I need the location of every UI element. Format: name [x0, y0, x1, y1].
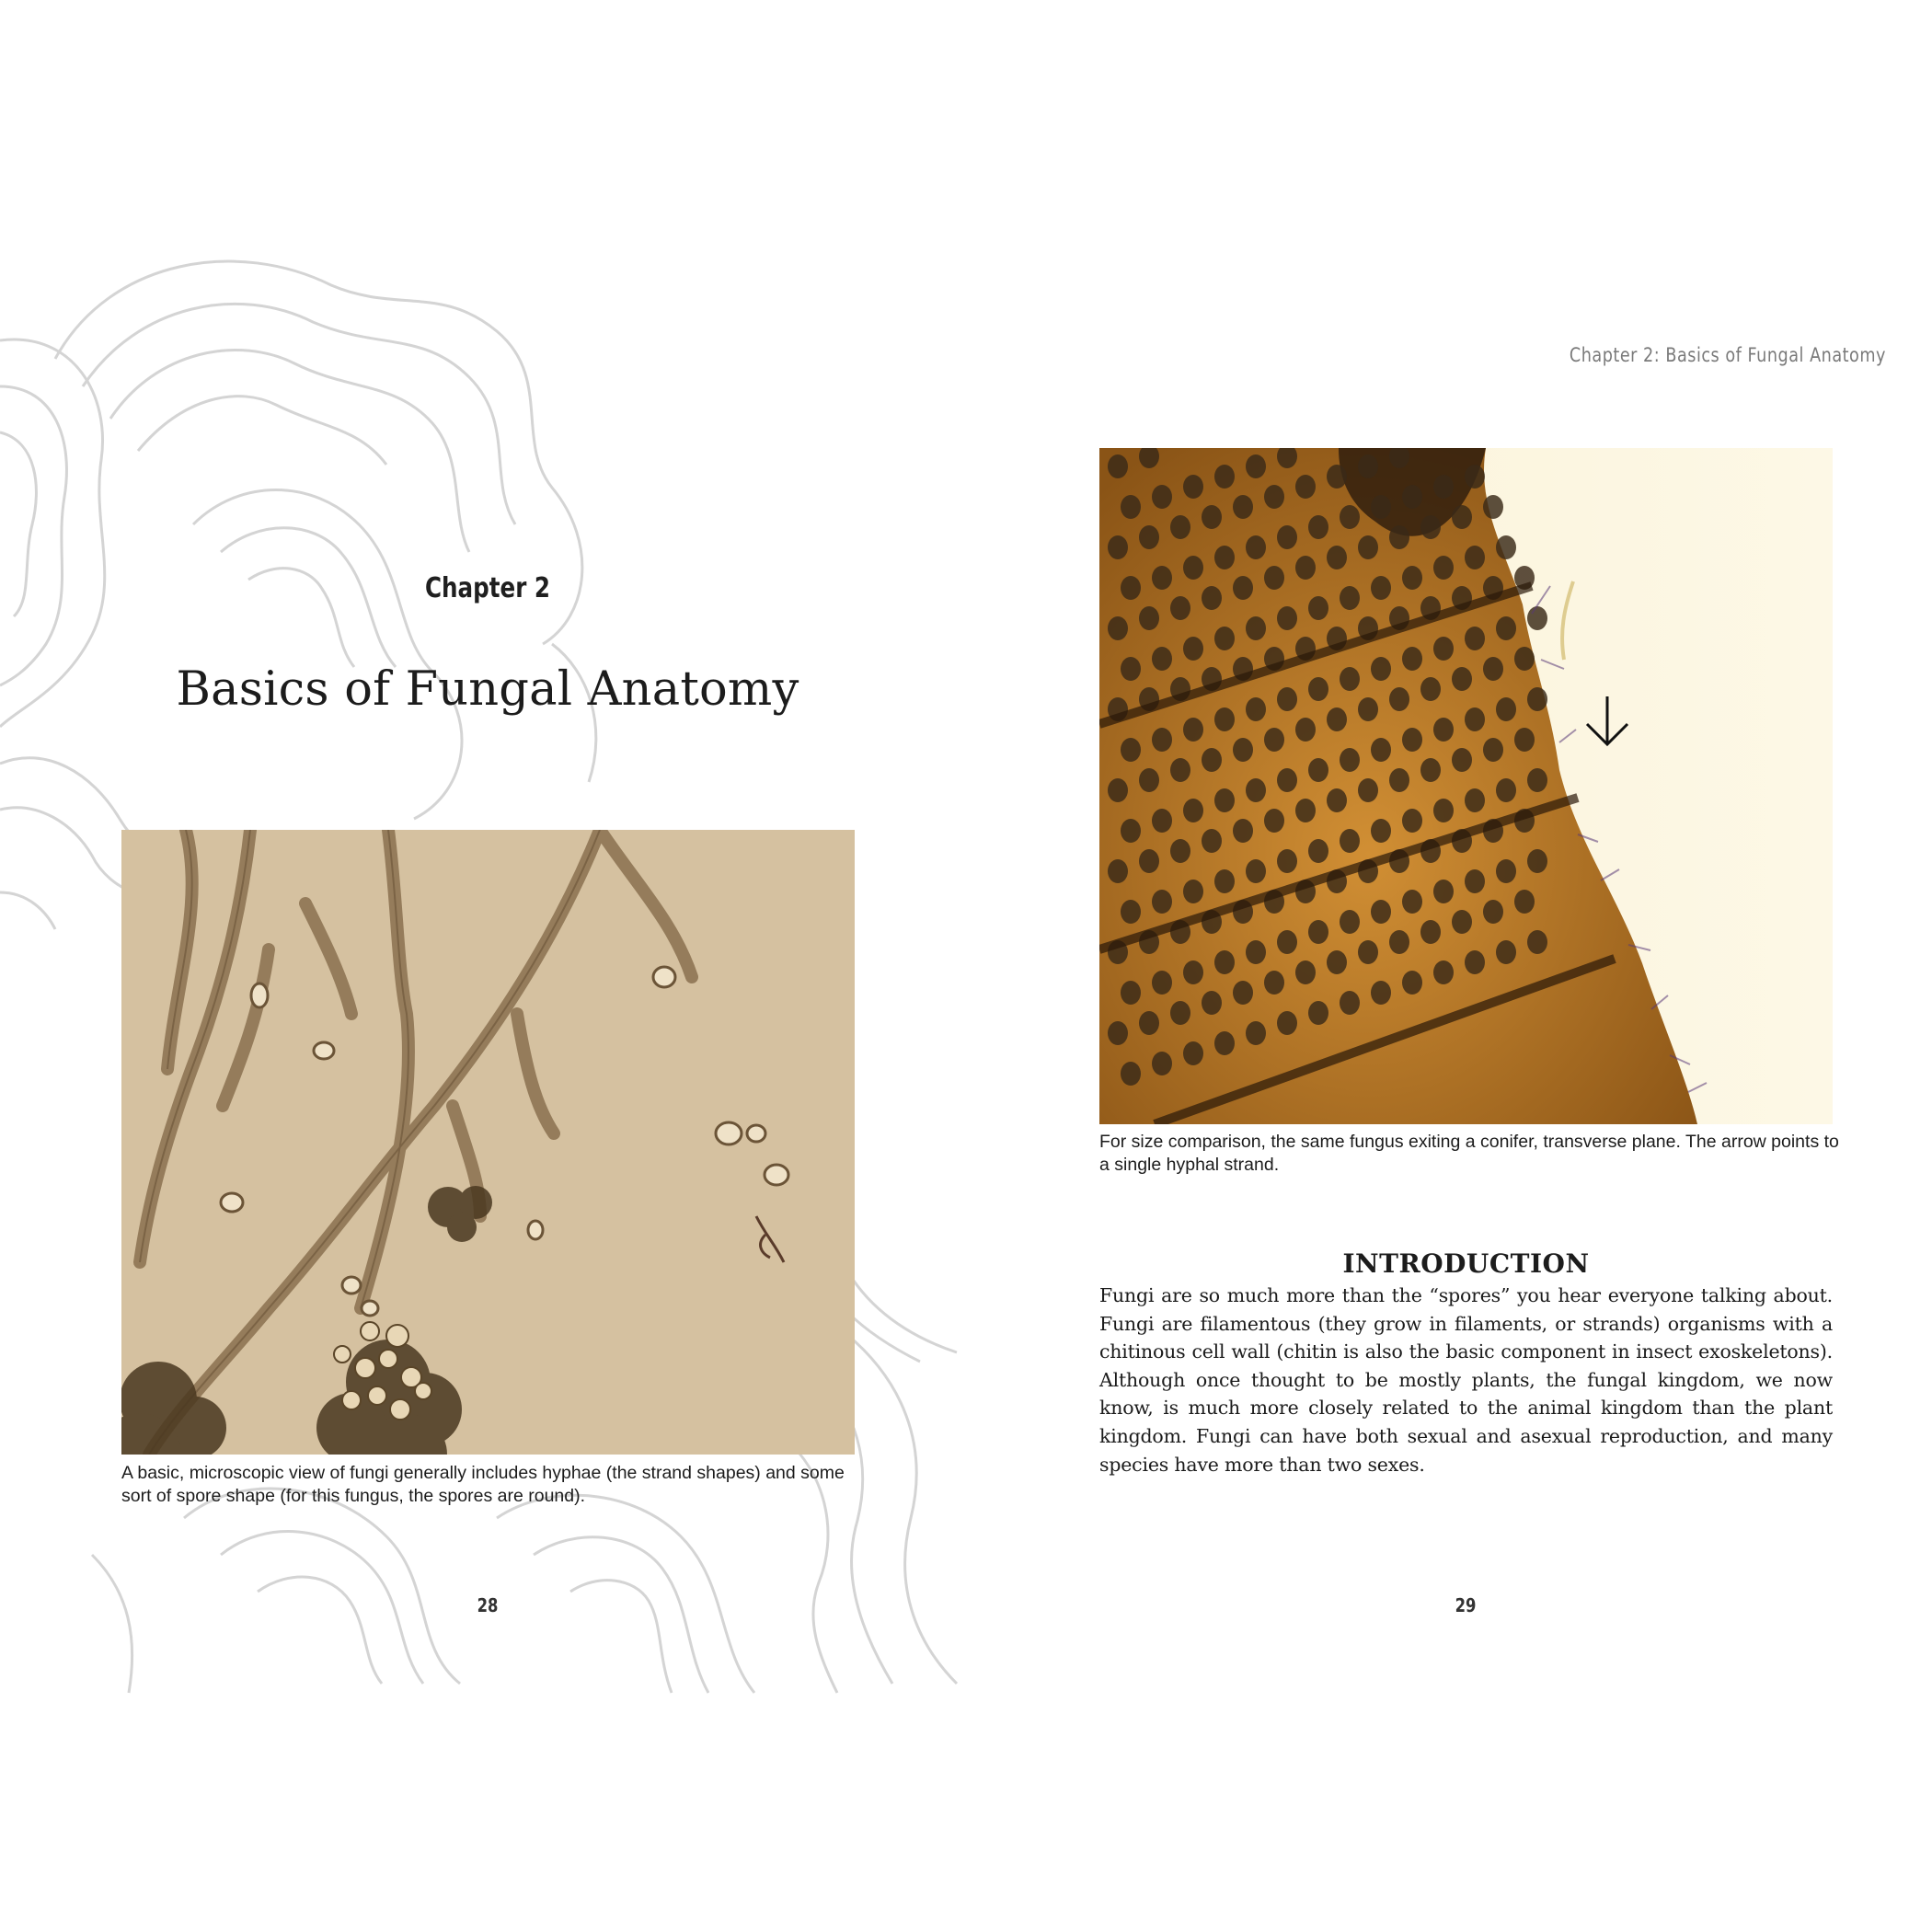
wood-cell: [1246, 778, 1266, 802]
wood-cell: [1371, 900, 1391, 924]
wood-cell: [1327, 707, 1347, 731]
wood-cell: [1308, 596, 1328, 620]
wood-cell: [1214, 788, 1235, 812]
wood-cell: [1358, 778, 1378, 802]
wood-cell: [1277, 687, 1297, 711]
wood-cell: [1402, 809, 1422, 833]
wood-cell: [1402, 728, 1422, 752]
wood-cell: [1465, 546, 1485, 569]
wood-cell: [1465, 465, 1485, 489]
wood-cell: [1152, 890, 1172, 914]
wood-cell: [1214, 546, 1235, 569]
wood-cell: [1108, 454, 1128, 478]
wood-cell: [1295, 799, 1316, 822]
chapter-title: Basics of Fungal Anatomy: [176, 662, 799, 717]
wood-cell: [1246, 616, 1266, 640]
wood-cell: [1121, 738, 1141, 762]
conifer-cross-section-micrograph: [1099, 448, 1833, 1124]
wood-cell: [1483, 900, 1503, 924]
wood-cell: [1308, 839, 1328, 863]
wood-cell: [1121, 981, 1141, 1005]
wood-cell: [1496, 616, 1516, 640]
wood-cell: [1308, 758, 1328, 782]
wood-cell: [1483, 495, 1503, 519]
wood-cell: [1527, 930, 1547, 954]
wood-cell: [1514, 728, 1535, 752]
wood-cell: [1152, 1052, 1172, 1075]
wood-cell: [1139, 849, 1159, 873]
wood-cell: [1327, 546, 1347, 569]
wood-cell: [1108, 616, 1128, 640]
wood-cell: [1121, 819, 1141, 843]
wood-cell: [1465, 950, 1485, 974]
wood-cell: [1327, 465, 1347, 489]
wood-cell: [1295, 718, 1316, 742]
wood-cell: [1358, 697, 1378, 721]
wood-cell: [1277, 1011, 1297, 1035]
wood-cell: [1233, 981, 1253, 1005]
wood-cell: [1214, 1031, 1235, 1055]
wood-cell: [1183, 556, 1203, 580]
wood-cell: [1465, 869, 1485, 893]
wood-cell: [1527, 606, 1547, 630]
wood-cell: [1170, 515, 1190, 539]
wood-cell: [1340, 748, 1360, 772]
wood-cell: [1295, 960, 1316, 984]
wood-cell: [1371, 819, 1391, 843]
wood-cell: [1483, 738, 1503, 762]
wood-cell: [1433, 880, 1454, 903]
wood-cell: [1214, 869, 1235, 893]
wood-cell: [1433, 556, 1454, 580]
page-number-right: 29: [1455, 1594, 1477, 1616]
wood-cell: [1327, 788, 1347, 812]
wood-cell: [1433, 475, 1454, 499]
wood-cell: [1246, 454, 1266, 478]
wood-cell: [1402, 890, 1422, 914]
wood-cell: [1402, 485, 1422, 509]
wood-cell: [1108, 859, 1128, 883]
wood-cell: [1246, 940, 1266, 964]
wood-cell: [1371, 495, 1391, 519]
running-head: Chapter 2: Basics of Fungal Anatomy: [1569, 344, 1886, 366]
wood-cell: [1527, 849, 1547, 873]
wood-cell: [1496, 778, 1516, 802]
wood-cell: [1170, 1001, 1190, 1025]
wood-cell: [1183, 475, 1203, 499]
wood-cell: [1389, 687, 1409, 711]
wood-cell: [1295, 556, 1316, 580]
wood-cell: [1202, 748, 1222, 772]
wood-cell: [1327, 950, 1347, 974]
wood-cell: [1277, 849, 1297, 873]
chapter-number: Chapter 2: [424, 572, 551, 604]
wood-cell: [1433, 718, 1454, 742]
wood-cell: [1420, 920, 1441, 944]
wood-cell: [1246, 859, 1266, 883]
wood-cell: [1264, 566, 1284, 590]
wood-cell: [1139, 1011, 1159, 1035]
wood-cell: [1420, 677, 1441, 701]
wood-cell: [1214, 950, 1235, 974]
wood-cell: [1277, 525, 1297, 549]
wood-cell: [1340, 505, 1360, 529]
wood-cell: [1358, 940, 1378, 964]
wood-cell: [1170, 839, 1190, 863]
wood-cell: [1183, 799, 1203, 822]
wood-cell: [1121, 576, 1141, 600]
wood-cell: [1183, 1041, 1203, 1065]
wood-cell: [1371, 576, 1391, 600]
wood-cell: [1139, 768, 1159, 792]
wood-cell: [1264, 809, 1284, 833]
wood-cell: [1371, 981, 1391, 1005]
wood-cell: [1340, 829, 1360, 853]
wood-cell: [1340, 667, 1360, 691]
wood-cell: [1152, 647, 1172, 671]
wood-cell: [1214, 627, 1235, 650]
wood-cell: [1371, 657, 1391, 681]
figure-caption-conifer: For size comparison, the same fungus exiting a conifer, transverse plane. The arrow points to a single hyphal strand.: [1099, 1132, 1839, 1175]
wood-cell: [1402, 566, 1422, 590]
wood-cell: [1514, 890, 1535, 914]
wood-cell: [1214, 707, 1235, 731]
wood-cell: [1121, 1062, 1141, 1086]
wood-cell: [1452, 667, 1472, 691]
wood-cell: [1264, 728, 1284, 752]
wood-cell: [1358, 454, 1378, 478]
wood-cell: [1308, 677, 1328, 701]
wood-cell: [1389, 525, 1409, 549]
wood-cell: [1496, 859, 1516, 883]
wood-cell: [1308, 1001, 1328, 1025]
wood-cell: [1170, 758, 1190, 782]
wood-cell: [1277, 930, 1297, 954]
wood-cell: [1389, 768, 1409, 792]
wood-cell: [1483, 657, 1503, 681]
wood-cell: [1496, 535, 1516, 559]
wood-cell: [1496, 697, 1516, 721]
wood-cell: [1371, 738, 1391, 762]
wood-cell: [1452, 505, 1472, 529]
wood-cell: [1108, 778, 1128, 802]
wood-cell: [1264, 485, 1284, 509]
wood-cell: [1433, 799, 1454, 822]
wood-cell: [1308, 920, 1328, 944]
wood-cell: [1452, 910, 1472, 934]
wood-cell: [1152, 566, 1172, 590]
wood-cell: [1121, 900, 1141, 924]
wood-cell: [1202, 829, 1222, 853]
wood-cell: [1170, 596, 1190, 620]
wood-cell: [1433, 960, 1454, 984]
page-number-left: 28: [477, 1594, 499, 1616]
wood-cell: [1496, 940, 1516, 964]
wood-cell: [1420, 515, 1441, 539]
wood-cell: [1277, 606, 1297, 630]
wood-cell: [1183, 718, 1203, 742]
wood-cell: [1402, 971, 1422, 995]
wood-cell: [1246, 1021, 1266, 1045]
wood-cell: [1233, 738, 1253, 762]
wood-cell: [1183, 880, 1203, 903]
wood-cell: [1308, 515, 1328, 539]
wood-cell: [1183, 960, 1203, 984]
wood-cell: [1465, 627, 1485, 650]
wood-cell: [1246, 697, 1266, 721]
hyphae-micrograph: [121, 830, 855, 1455]
wood-cell: [1108, 535, 1128, 559]
wood-cell: [1465, 707, 1485, 731]
wood-cell: [1121, 657, 1141, 681]
wood-cell: [1121, 495, 1141, 519]
wood-cell: [1233, 495, 1253, 519]
wood-cell: [1233, 576, 1253, 600]
wood-cell: [1139, 525, 1159, 549]
wood-cell: [1340, 586, 1360, 610]
wood-cell: [1295, 475, 1316, 499]
wood-cell: [1452, 748, 1472, 772]
wood-cell: [1420, 758, 1441, 782]
wood-cell: [1465, 788, 1485, 812]
wood-cell: [1202, 505, 1222, 529]
wood-cell: [1152, 971, 1172, 995]
wood-cell: [1527, 687, 1547, 711]
introduction-heading: INTRODUCTION: [1342, 1248, 1590, 1279]
wood-cell: [1389, 930, 1409, 954]
wood-cell: [1214, 465, 1235, 489]
wood-cell: [1433, 637, 1454, 661]
wood-cell: [1183, 637, 1203, 661]
introduction-body: Fungi are so much more than the “spores” you hear everyone talking about. Fungi are filamentous (they grow in filaments, or strands) organisms with a chitinous cell wall (chitin is also the basic component in insect exoskeletons). Although once thought to be mostly plants, the fungal kingdom, we now know, is much more closely related to the animal kingdom than the plant kingdom. Fungi can have both sexual and asexual reproduction, and many species have more than two sexes.: [1099, 1284, 1833, 1476]
wood-cell: [1402, 647, 1422, 671]
wood-cell: [1277, 768, 1297, 792]
wood-cell: [1152, 809, 1172, 833]
wood-cell: [1340, 910, 1360, 934]
wood-cell: [1202, 586, 1222, 610]
wood-cell: [1233, 819, 1253, 843]
wood-cell: [1527, 768, 1547, 792]
wood-cell: [1264, 971, 1284, 995]
wood-cell: [1139, 606, 1159, 630]
wood-cell: [1358, 535, 1378, 559]
wood-cell: [1340, 991, 1360, 1015]
wood-cell: [1152, 728, 1172, 752]
wood-cell: [1514, 647, 1535, 671]
wood-cell: [1202, 991, 1222, 1015]
wood-cell: [1152, 485, 1172, 509]
wood-cell: [1108, 1021, 1128, 1045]
figure-caption-hyphae: A basic, microscopic view of fungi generally includes hyphae (the strand shapes) and some sort of spore shape (for this fungus, the spores are round).: [121, 1463, 845, 1506]
wood-cell: [1246, 535, 1266, 559]
